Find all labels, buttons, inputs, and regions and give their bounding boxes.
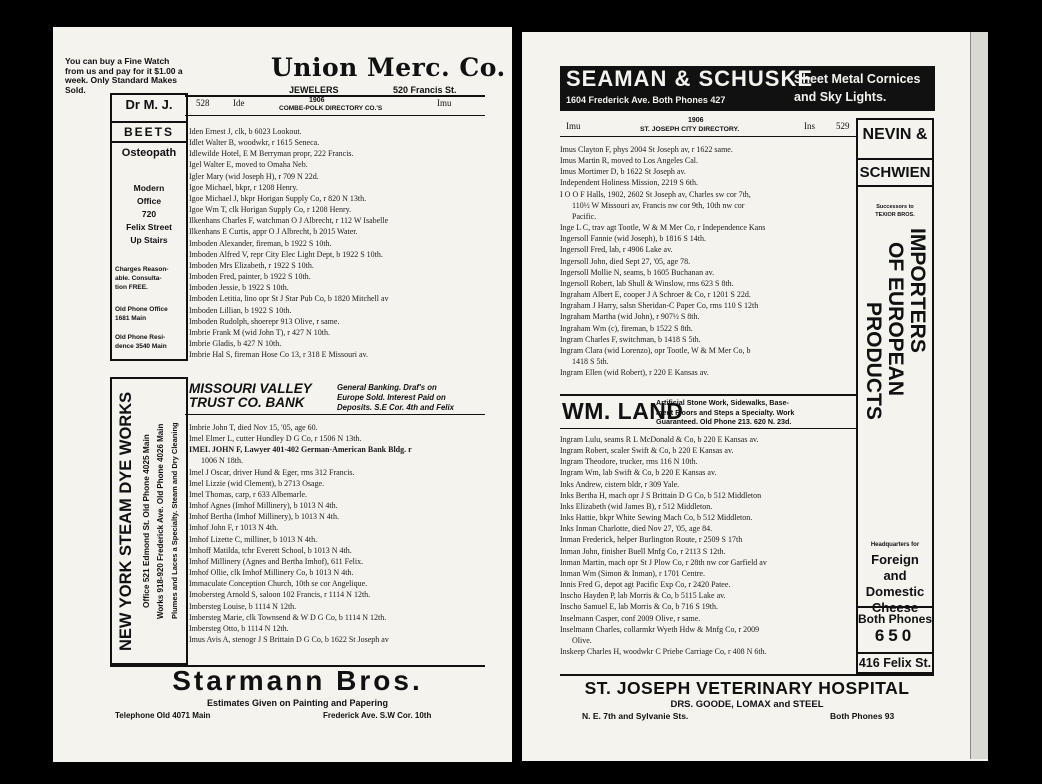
land-rule-top — [560, 394, 856, 396]
beets-office-line: Office — [136, 196, 162, 206]
beets-office-line: Felix Street — [126, 222, 172, 232]
left-entries-bottom — [189, 422, 485, 645]
directory-entry: Inscho Hayden P, lab Morris & Co, b 5115 Lake av. — [560, 591, 726, 601]
directory-entry: Imhoff Matilda, tchr Everett School, b 1013 N 4th. — [189, 545, 352, 555]
directory-entry: Ingersoll Fred, lab, r 4906 Lake av. — [560, 245, 673, 255]
seaman-schuske-right-line: and Sky Lights. — [794, 90, 887, 104]
header-rule — [185, 115, 485, 116]
vet-name: ST. JOSEPH VETERINARY HOSPITAL — [584, 678, 910, 698]
watch-ad-line: from us and pay for it $1.00 a — [65, 65, 183, 76]
directory-entry: Imhof Millinery (Agnes and Bertha Imhof), 611 Felix. — [189, 556, 364, 566]
watch-ad-line: You can buy a Fine Watch — [65, 56, 170, 66]
directory-entry: Inks Inman Charlotte, died Nov 27, '05, age 84. — [560, 524, 713, 534]
directory-entry: IMEL JOHN F, Lawyer 401-402 German-American Bank Bldg. r — [189, 445, 412, 455]
header-left-word: Imu — [566, 121, 581, 131]
directory-entry: Ingraham Wm (c), fireman, b 1522 S 8th. — [560, 323, 693, 333]
directory-entry: Imbrie Frank M (wid John T), r 427 N 10th. — [189, 327, 330, 337]
header-rule — [560, 136, 856, 137]
nevin-phones-label: Both Phones — [858, 612, 932, 626]
directory-entry: Independent Holiness Mission, 2219 S 6th. — [560, 178, 698, 188]
beets-charges — [115, 265, 187, 292]
directory-entry: Inks Bertha H, mach opr J S Brittain D G Co, b 512 Middleton — [560, 490, 762, 500]
bank-text-line: Europe Sold. Interest Paid on — [337, 392, 446, 402]
beets-surname: BEETS — [112, 121, 186, 143]
watch-ad-line: Sold. — [65, 84, 86, 95]
directory-entry: Imel Lizzie (wid Clement), b 2713 Osage. — [189, 478, 325, 488]
seaman-schuske-name: SEAMAN & SCHUSKE — [566, 66, 814, 91]
page-number: 528 — [196, 98, 210, 108]
land-text-line: ment Floors and Steps a Specialty. Work — [656, 407, 795, 417]
directory-entry: Imhof Ollie, clk Imhof Millinery Co, b 1013 N 4th. — [189, 568, 354, 578]
nevin-name-2: SCHWIEN — [858, 158, 932, 187]
beets-office-phone-line: Old Phone Office — [115, 306, 168, 313]
top-ad-rule — [185, 95, 485, 97]
directory-entry: Inscho Samuel E, lab Morris & Co, b 716 S 19th. — [560, 602, 718, 612]
left-page — [53, 27, 512, 762]
header-year: 1906 — [309, 97, 325, 104]
header-right-word: Ins — [804, 121, 815, 131]
bank-name-1: MISSOURI VALLEY — [189, 381, 312, 396]
beets-charges-line: able. Consulta- — [115, 275, 162, 282]
directory-entry: Imbersteg Otto, b 1114 N 12th. — [189, 623, 289, 633]
directory-entry: Imbrie Hal S, fireman Hose Co 13, r 318 E Missouri av. — [189, 350, 369, 360]
land-text — [656, 398, 856, 427]
directory-entry: Immaculate Conception Church, 10th se cor Angelique. — [189, 579, 368, 589]
directory-entry: Inman John, finisher Buell Mnfg Co, r 2113 S 12th. — [560, 546, 726, 556]
directory-entry: Imbrie Gladis, b 427 N 10th. — [189, 338, 282, 348]
nevin-product-line: Cheese — [871, 600, 919, 615]
directory-entry: 110½ W Missouri av, Francis nw cor 9th, 10th nw cor — [572, 200, 745, 210]
right-entries-bottom — [560, 434, 856, 657]
vet-rule — [560, 674, 934, 676]
directory-entry: Ingram Ellen (wid Robert), r 220 E Kansas av. — [560, 368, 709, 378]
directory-entry: Imel J Oscar, driver Hund & Eger, rms 312 Francis. — [189, 467, 355, 477]
directory-entry: Pacific. — [572, 211, 597, 221]
starmann-tagline: Estimates Given on Painting and Papering — [206, 698, 389, 708]
land-text-line: Guaranteed. Old Phone 213. 620 N. 23d. — [656, 417, 792, 426]
directory-entry: Ingraham Albert E, cooper J A Schroer & Co, r 1201 S 22d. — [560, 290, 751, 300]
directory-entry: Ingraham Martha (wid John), r 907½ S 8th. — [560, 312, 700, 322]
directory-entry: Imus Avis A, stenogr J S Brittain D G Co, b 1622 St Joseph av — [189, 634, 389, 644]
directory-entry: Imel Elmer L, cutter Hundley D G Co, r 1506 N 13th. — [189, 434, 362, 444]
directory-entry: Imboden Jessie, b 1922 S 10th. — [189, 283, 289, 293]
directory-entry: Inman Frederick, helper Burlington Route, r 2509 S 17th — [560, 535, 743, 545]
directory-entry: Igel Walter E, moved to Omaha Neb. — [189, 160, 308, 170]
directory-entry: Inman Martin, mach opr St J Plow Co, r 28th nw cor Garfield av — [560, 557, 767, 567]
directory-entry: Imboden Mrs Elizabeth, r 1922 S 10th. — [189, 260, 314, 270]
nevin-successors — [858, 204, 932, 219]
nevin-phones — [858, 606, 932, 646]
page-number: 529 — [836, 121, 850, 131]
seaman-schuske-right — [794, 70, 934, 106]
starmann-name: Starmann Bros. — [172, 665, 423, 696]
bank-name-2: TRUST CO. BANK — [189, 395, 305, 410]
directory-entry: Imboden Alexander, fireman, b 1922 S 10th. — [189, 238, 332, 248]
directory-entry: Inks Elizabeth (wid James B), r 512 Middleton. — [560, 501, 713, 511]
beets-residence-phone — [115, 333, 187, 351]
directory-entry: Ilkenhans Charles F, watchman O J Albrecht, r 112 W Isabelle — [189, 216, 389, 226]
nevin-successors-line: Successors to — [876, 204, 914, 210]
directory-entry: Iden Ernest J, clk, b 6023 Lookout. — [189, 127, 302, 136]
vet-phones: Both Phones 93 — [830, 711, 895, 721]
beets-charges-line: tion FREE. — [115, 284, 148, 291]
directory-entry: Ingersoll Robert, lab Shull & Winslow, rms 623 S 8th. — [560, 278, 734, 288]
header-title: COMBE-POLK DIRECTORY CO.'S — [279, 105, 383, 112]
beets-residence-phone-line: Old Phone Resi- — [115, 334, 166, 341]
directory-entry: 1006 N 18th. — [201, 456, 243, 466]
directory-entry: Ilkenhans E Curtis, appr O J Albrecht, b 2015 Water. — [189, 227, 358, 237]
directory-entry: Imboden Letitia, lino opr St J Star Pub Co, b 1820 Mitchell av — [189, 294, 389, 304]
nevin-name-1: NEVIN & — [862, 126, 928, 143]
beets-office-phone — [115, 305, 187, 323]
land-rule-bottom — [560, 428, 856, 429]
vet-doctors: DRS. GOODE, LOMAX and STEEL — [670, 699, 824, 710]
directory-entry: Igoe Michael, bkpr, r 1208 Henry. — [189, 182, 298, 192]
directory-entry: Igoe Michael J, bkpr Horigan Supply Co, r 820 N 13th. — [189, 193, 367, 203]
beets-office-phone-line: 1681 Main — [115, 315, 147, 322]
watch-ad-text — [65, 57, 225, 95]
directory-entry: Imobersteg Arnold S, saloon 102 Francis, r 1114 N 12th. — [189, 590, 371, 600]
nevin-address: 416 Felix St. — [858, 652, 932, 670]
nevin-vertical-2: OF EUROPEAN — [884, 242, 907, 397]
directory-entry: Ingram Lulu, seams R L McDonald & Co, b 220 E Kansas av. — [560, 435, 759, 444]
directory-entry: Inge L C, trav agt Tootle, W & M Mer Co, r Independence Kans — [560, 223, 766, 233]
union-merc-company: Union Merc. Co. — [271, 53, 506, 82]
directory-entry: Ingram Robert, scaler Swift & Co, b 220 E Kansas av. — [560, 446, 734, 456]
beets-office — [112, 182, 186, 247]
directory-entry: Inks Hattie, bkpr White Sewing Mach Co, b 512 Middleton. — [560, 513, 753, 523]
seaman-schuske-address: 1604 Frederick Ave. Both Phones 427 — [566, 95, 726, 105]
bank-rule — [185, 414, 485, 415]
directory-entry: Ingersoll Fannie (wid Joseph), b 1816 S 14th. — [560, 234, 706, 244]
right-entries-top — [560, 144, 856, 378]
directory-entry: Ingersoll John, died Sept 27, '05, age 78. — [560, 256, 691, 266]
directory-entry: Innis Fred G, depot agt Pacific Exp Co, r 2420 Patee. — [560, 580, 731, 590]
directory-entry: Ingram Charles F, switchman, b 1418 S 5th. — [560, 334, 701, 344]
nevin-headquarters: Headquarters for — [870, 542, 920, 548]
directory-entry: Imboden Fred, painter, b 1922 S 10th. — [189, 272, 311, 282]
directory-entry: Imboden Lillian, b 1922 S 10th. — [189, 305, 292, 315]
directory-entry: Inks Andrew, cistern bldr, r 309 Yale. — [560, 479, 680, 489]
directory-entry: Idlewilde Hotel, E M Berryman propr, 222 Francis. — [189, 149, 354, 159]
beets-profession: Osteopath — [121, 147, 177, 159]
directory-entry: Imboden Rudolph, shoerepr 913 Olive, r same. — [189, 316, 340, 326]
starmann-address: Frederick Ave. S.W Cor. 10th — [323, 711, 432, 720]
directory-entry: Igoe Wm T, clk Horigan Supply Co, r 1208 Henry. — [189, 205, 352, 215]
left-entries-top — [189, 126, 485, 360]
header-left-word: Ide — [233, 98, 245, 108]
beets-office-line: Modern — [133, 183, 165, 193]
starmann-phone: Telephone Old 4071 Main — [115, 711, 211, 720]
vet-address: N. E. 7th and Sylvanie Sts. — [582, 711, 689, 721]
directory-entry: 1418 S 5th. — [572, 356, 609, 366]
directory-entry: Imboden Alfred V, repr City Elec Light Dept, b 1922 S 10th. — [189, 249, 383, 259]
land-name: WM. LAND — [562, 398, 684, 424]
beets-residence-phone-line: dence 3540 Main — [115, 343, 167, 350]
bank-text-line: Deposits. S.E Cor. 4th and Felix — [337, 402, 454, 412]
directory-entry: Ingram Theodore, trucker, rms 116 N 10th. — [560, 457, 698, 467]
land-text-line: Artificial Stone Work, Sidewalks, Base- — [656, 398, 789, 407]
directory-entry: Idlet Walter B, woodwkr, r 1615 Seneca. — [189, 138, 320, 148]
directory-entry: I O O F Halls, 1902, 2602 St Joseph av, Charles sw cor 7th, — [560, 189, 751, 199]
dye-works-line-1: Office 521 Edmond St. Old Phone 4025 Main — [141, 434, 151, 608]
book-edge — [970, 32, 988, 759]
right-page — [522, 32, 988, 761]
directory-entry: Imbrie John T, died Nov 15, '05, age 60. — [189, 423, 318, 432]
directory-entry: Imus Clayton F, phys 2004 St Joseph av, r 1622 same. — [560, 145, 733, 154]
dye-works-line-3: Plumes and Laces a Specialty. Steam and Dry Cleaning — [170, 422, 179, 620]
directory-entry: Ingersoll Mollie N, seams, b 1605 Buchanan av. — [560, 267, 715, 277]
header-title: ST. JOSEPH CITY DIRECTORY. — [640, 126, 740, 133]
directory-entry: Imhof Lizette C, milliner, b 1013 N 4th. — [189, 534, 318, 544]
nevin-phones-number: 650 — [874, 626, 916, 645]
directory-entry: Inskeep Charles H, woodwkr C Priebe Carriage Co, r 408 N 6th. — [560, 646, 767, 656]
nevin-vertical-1: IMPORTERS — [906, 228, 929, 353]
dye-works-title: NEW YORK STEAM DYE WORKS — [117, 391, 135, 651]
directory-entry: Imhof John F, r 1013 N 4th. — [189, 523, 279, 533]
directory-entry: Ingraham J Harry, salsn Sheridan-C Paper Co, rms 110 S 12th — [560, 301, 759, 311]
directory-entry: Ingram Clara (wid Lorenzo), opr Tootle, W & M Mer Co, b — [560, 345, 751, 355]
dye-works-line-2: Works 918-920 Frederick Ave. Old Phone 4026 Main — [156, 423, 165, 619]
nevin-product-line: Foreign and — [871, 552, 919, 583]
bank-text-line: General Banking. Draf's on — [337, 383, 437, 392]
directory-entry: Imel Thomas, carp, r 633 Albemarle. — [189, 489, 308, 499]
directory-entry: Imbersteg Louise, b 1114 N 12th. — [189, 601, 297, 611]
directory-entry: Imus Mortimer D, b 1622 St Joseph av. — [560, 167, 686, 177]
seaman-schuske-right-line: Sheet Metal Cornices — [794, 72, 921, 86]
directory-entry: Ingram Wm, lab Swift & Co, b 220 E Kansas av. — [560, 468, 717, 478]
directory-entry: Imus Martin R, moved to Los Angeles Cal. — [560, 156, 698, 166]
directory-entry: Inman Wm (Simon & Inman), r 1701 Centre. — [560, 568, 705, 578]
beets-office-line: 720 — [141, 209, 157, 219]
union-merc-address: 520 Francis St. — [393, 85, 457, 95]
beets-name: Dr M. J. — [125, 97, 173, 112]
directory-entry: Imhof Agnes (Imhof Millinery), b 1013 N 4th. — [189, 501, 338, 511]
directory-entry: Imbersteg Marie, clk Townsend & W D G Co, b 1114 N 12th. — [189, 612, 387, 622]
directory-entry: Inselmann Casper, conf 2009 Olive, r same. — [560, 613, 701, 623]
nevin-vertical-3: PRODUCTS — [862, 302, 885, 420]
bank-text — [337, 383, 487, 412]
union-merc-jewelers: JEWELERS — [289, 85, 339, 95]
directory-entry: Inselmann Charles, collarmkr Wyeth Hdw & Mnfg Co, r 2009 — [560, 624, 760, 634]
beets-charges-line: Charges Reason- — [115, 266, 169, 273]
directory-entry: Olive. — [572, 635, 592, 645]
header-year: 1906 — [688, 117, 704, 124]
nevin-successors-line: TEXIOR BROS. — [875, 211, 915, 218]
watch-ad-line: week. Only Standard Makes — [65, 75, 177, 85]
directory-entry: Igler Mary (wid Joseph H), r 709 N 22d. — [189, 171, 319, 181]
nevin-product-line: Domestic — [865, 584, 925, 599]
directory-entry: Imhof Bertha (Imhof Millinery), b 1013 N 4th. — [189, 512, 339, 522]
header-right-word: Imu — [437, 98, 452, 108]
beets-office-line: Up Stairs — [130, 235, 168, 245]
